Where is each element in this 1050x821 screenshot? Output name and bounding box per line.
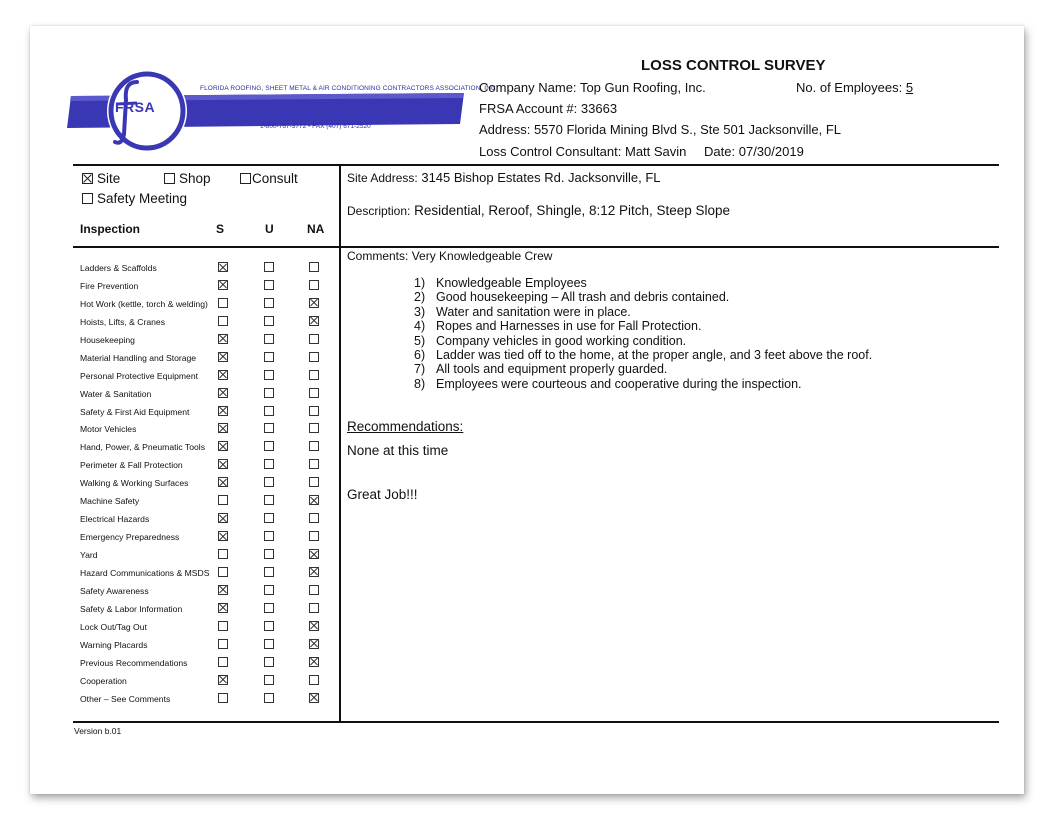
consult-checkbox[interactable] [240, 173, 251, 184]
rating-u-checkbox[interactable] [264, 406, 274, 416]
inspection-row [80, 495, 340, 513]
rating-u-checkbox[interactable] [264, 675, 274, 685]
company-value: Top Gun Roofing, Inc. [579, 80, 706, 95]
address-value: 5570 Florida Mining Blvd S., Ste 501 Jacksonville, FL [533, 122, 842, 137]
rating-u-checkbox[interactable] [264, 334, 274, 344]
inspection-item-label: Perimeter & Fall Protection [80, 460, 183, 471]
inspection-item-label: Machine Safety [80, 496, 140, 507]
comment-text: Water and sanitation were in place. [436, 304, 631, 319]
rating-u-checkbox[interactable] [264, 370, 274, 380]
comment-item [414, 362, 872, 376]
inspection-item-label: Fire Prevention [80, 280, 139, 291]
site-checkbox[interactable] [82, 173, 93, 184]
site-label: Site [97, 171, 121, 186]
rating-s-checkbox[interactable] [218, 621, 228, 631]
inspection-row [80, 441, 340, 459]
inspection-item-label: Safety Awareness [80, 585, 149, 596]
inspection-heading: Inspection [80, 222, 141, 236]
bottom-rule [73, 721, 999, 723]
comment-item [414, 334, 872, 348]
inspection-item-label: Hand, Power, & Pneumatic Tools [80, 442, 205, 453]
inspection-item-label: Hoists, Lifts, & Cranes [80, 316, 166, 327]
comment-text: Company vehicles in good working condition. [436, 333, 687, 348]
rating-s-checkbox[interactable] [218, 513, 228, 523]
consultant-line [479, 144, 804, 159]
logo-abbrev: FRSA [115, 99, 156, 115]
company-label: Company Name: [479, 80, 577, 95]
consult-label: Consult [252, 171, 298, 186]
rating-na-checkbox[interactable] [309, 693, 319, 703]
inspection-item-label: Emergency Preparedness [80, 532, 180, 543]
inspection-row [80, 639, 340, 657]
inspection-item-label: Electrical Hazards [80, 514, 150, 525]
inspection-row [80, 298, 340, 316]
survey-sheet [30, 26, 1024, 794]
rating-u-checkbox[interactable] [264, 388, 274, 398]
rating-na-checkbox[interactable] [309, 675, 319, 685]
comments-label: Comments: [347, 249, 409, 263]
rating-u-checkbox[interactable] [264, 567, 274, 577]
rating-s-checkbox[interactable] [218, 639, 228, 649]
rating-u-checkbox[interactable] [264, 262, 274, 272]
comments-summary: Very Knowledgeable Crew [411, 249, 553, 263]
rating-u-checkbox[interactable] [264, 621, 274, 631]
comment-number: 8) [414, 376, 426, 391]
inspection-row [80, 352, 340, 370]
visit-shop[interactable] [164, 171, 211, 186]
inspection-item-label: Personal Protective Equipment [80, 370, 198, 381]
rating-u-checkbox[interactable] [264, 639, 274, 649]
rating-s-checkbox[interactable] [218, 585, 228, 595]
rating-u-checkbox[interactable] [264, 549, 274, 559]
rating-u-checkbox[interactable] [264, 352, 274, 362]
inspection-row [80, 567, 340, 585]
rating-na-checkbox[interactable] [309, 639, 319, 649]
inspection-row [80, 370, 340, 388]
company-line [479, 80, 706, 95]
rating-na-checkbox[interactable] [309, 603, 319, 613]
comment-text: All tools and equipment properly guarded. [436, 362, 668, 377]
version-label: Version b.01 [74, 726, 122, 736]
rating-s-checkbox[interactable] [218, 531, 228, 541]
rating-s-checkbox[interactable] [218, 423, 228, 433]
inspection-item-label: Yard [80, 550, 98, 560]
description-line [347, 203, 730, 218]
col-na-heading: NA [307, 222, 325, 236]
top-rule [73, 164, 999, 166]
rating-na-checkbox[interactable] [309, 388, 319, 398]
inspection-row [80, 477, 340, 495]
rating-na-checkbox[interactable] [309, 495, 319, 505]
shop-checkbox[interactable] [164, 173, 175, 184]
safety-meeting-checkbox[interactable] [82, 193, 93, 204]
rating-s-checkbox[interactable] [218, 603, 228, 613]
inspection-item-label: Material Handling and Storage [80, 352, 197, 363]
rating-s-checkbox[interactable] [218, 352, 228, 362]
rating-na-checkbox[interactable] [309, 441, 319, 451]
comment-number: 5) [414, 333, 426, 348]
employees-label: No. of Employees: [796, 80, 903, 95]
inspection-item-label: Safety & First Aid Equipment [80, 406, 190, 417]
rating-u-checkbox[interactable] [264, 657, 274, 667]
inspection-row [80, 693, 340, 711]
inspection-item-label: Previous Recommendations [80, 657, 188, 668]
visit-safety-meeting[interactable] [82, 191, 187, 206]
rating-u-checkbox[interactable] [264, 531, 274, 541]
rating-s-checkbox[interactable] [218, 693, 228, 703]
inspection-item-label: Cooperation [80, 675, 127, 686]
rating-s-checkbox[interactable] [218, 388, 228, 398]
inspection-item-label: Other – See Comments [80, 693, 171, 704]
rating-s-checkbox[interactable] [218, 459, 228, 469]
employees-line [796, 80, 913, 95]
rating-s-checkbox[interactable] [218, 675, 228, 685]
recommendations-heading: Recommendations: [347, 419, 464, 434]
rating-na-checkbox[interactable] [309, 585, 319, 595]
date-label: Date: [704, 144, 736, 159]
comment-item [414, 305, 872, 319]
inspection-row [80, 585, 340, 603]
page-title: LOSS CONTROL SURVEY [641, 57, 826, 74]
inspection-item-label: Hazard Communications & MSDS [80, 567, 210, 578]
site-address-line [347, 170, 661, 185]
comment-text: Ladder was tied off to the home, at the proper angle, and 3 feet above the roof. [436, 348, 873, 363]
inspection-row [80, 316, 340, 334]
comment-item [414, 290, 872, 304]
rating-s-checkbox[interactable] [218, 334, 228, 344]
rating-na-checkbox[interactable] [309, 298, 319, 308]
account-line [479, 101, 617, 116]
col-u-heading: U [265, 222, 274, 236]
rating-na-checkbox[interactable] [309, 549, 319, 559]
fund-name: SELF INSURERS FUND [272, 138, 466, 157]
rating-u-checkbox[interactable] [264, 477, 274, 487]
visit-site[interactable] [82, 171, 120, 186]
rating-na-checkbox[interactable] [309, 406, 319, 416]
rating-na-checkbox[interactable] [309, 280, 319, 290]
rating-s-checkbox[interactable] [218, 441, 228, 451]
inspection-item-label: Housekeeping [80, 334, 135, 345]
inspection-item-label: Warning Placards [80, 639, 148, 650]
rating-u-checkbox[interactable] [264, 603, 274, 613]
address-line [479, 122, 841, 137]
address-label: Address: [479, 122, 531, 137]
inspection-row [80, 406, 340, 424]
inspection-row [80, 280, 340, 298]
rating-na-checkbox[interactable] [309, 459, 319, 469]
rating-s-checkbox[interactable] [218, 298, 228, 308]
account-value: 33663 [580, 101, 618, 116]
rating-u-checkbox[interactable] [264, 316, 274, 326]
inspection-item-label: Hot Work (kettle, torch & welding) [80, 298, 208, 309]
rating-s-checkbox[interactable] [218, 567, 228, 577]
comments-line [347, 249, 552, 263]
comment-text: Good housekeeping – All trash and debris contained. [436, 290, 730, 305]
association-name: FLORIDA ROOFING, SHEET METAL & AIR CONDITIONING CONTRACTORS ASSOCIATION, INC. [200, 85, 498, 92]
safety-meeting-label: Safety Meeting [97, 191, 188, 206]
comment-item [414, 276, 872, 290]
rating-u-checkbox[interactable] [264, 423, 274, 433]
comment-text: Ropes and Harnesses in use for Fall Protection. [436, 319, 702, 334]
rating-s-checkbox[interactable] [218, 370, 228, 380]
rating-na-checkbox[interactable] [309, 334, 319, 344]
comment-number: 4) [414, 319, 426, 334]
account-label: FRSA Account #: [479, 101, 578, 116]
date-value: 07/30/2019 [738, 144, 804, 159]
comment-number: 1) [414, 276, 426, 290]
inspection-row [80, 531, 340, 549]
inspection-item-label: Walking & Working Surfaces [80, 478, 189, 489]
employees-value: 5 [905, 80, 914, 95]
comment-text: Employees were courteous and cooperative during the inspection. [436, 376, 802, 391]
rating-u-checkbox[interactable] [264, 693, 274, 703]
description-value: Residential, Reroof, Shingle, 8:12 Pitch, Steep Slope [414, 203, 731, 218]
rating-s-checkbox[interactable] [218, 406, 228, 416]
inspection-row [80, 603, 340, 621]
comment-text: Knowledgeable Employees [436, 276, 587, 290]
rating-na-checkbox[interactable] [309, 352, 319, 362]
comment-item [414, 348, 872, 362]
rating-na-checkbox[interactable] [309, 531, 319, 541]
comment-number: 2) [414, 290, 426, 305]
inspection-item-label: Lock Out/Tag Out [80, 621, 147, 632]
mid-rule [73, 246, 999, 248]
closing-remark: Great Job!!! [347, 487, 418, 502]
rating-na-checkbox[interactable] [309, 477, 319, 487]
comment-number: 6) [414, 348, 426, 363]
rating-u-checkbox[interactable] [264, 298, 274, 308]
rating-u-checkbox[interactable] [264, 513, 274, 523]
site-address-value: 3145 Bishop Estates Rd. Jacksonville, FL [421, 170, 661, 185]
visit-consult[interactable] [240, 171, 298, 186]
rating-na-checkbox[interactable] [309, 567, 319, 577]
inspection-row [80, 621, 340, 639]
inspection-item-label: Water & Sanitation [80, 388, 152, 399]
rating-na-checkbox[interactable] [309, 621, 319, 631]
rating-na-checkbox[interactable] [309, 370, 319, 380]
rating-s-checkbox[interactable] [218, 477, 228, 487]
logo-phone: 1-800-767-3772 • FAX (407) 671-2520 [260, 123, 371, 130]
consultant-label: Loss Control Consultant: [479, 144, 622, 159]
rating-na-checkbox[interactable] [309, 513, 319, 523]
rating-u-checkbox[interactable] [264, 459, 274, 469]
comment-number: 3) [414, 304, 426, 319]
inspection-list [80, 262, 340, 710]
inspection-row [80, 388, 340, 406]
rating-u-checkbox[interactable] [264, 585, 274, 595]
comments-list [414, 276, 872, 391]
rating-na-checkbox[interactable] [309, 657, 319, 667]
rating-s-checkbox[interactable] [218, 280, 228, 290]
rating-na-checkbox[interactable] [309, 423, 319, 433]
rating-s-checkbox[interactable] [218, 316, 228, 326]
rating-u-checkbox[interactable] [264, 495, 274, 505]
rating-na-checkbox[interactable] [309, 262, 319, 272]
inspection-item-label: Motor Vehicles [80, 424, 137, 435]
rating-s-checkbox[interactable] [218, 495, 228, 505]
recommendations-text: None at this time [347, 443, 449, 458]
comment-number: 7) [414, 362, 426, 377]
inspection-item-label: Safety & Labor Information [80, 603, 183, 614]
site-address-label: Site Address: [347, 171, 418, 185]
rating-u-checkbox[interactable] [264, 441, 274, 451]
inspection-row [80, 675, 340, 693]
inspection-row [80, 459, 340, 477]
rating-na-checkbox[interactable] [309, 316, 319, 326]
inspection-row [80, 549, 340, 567]
inspection-row [80, 262, 340, 280]
inspection-item-label: Ladders & Scaffolds [80, 263, 157, 273]
shop-label: Shop [179, 171, 211, 186]
rating-u-checkbox[interactable] [264, 280, 274, 290]
rating-s-checkbox[interactable] [218, 657, 228, 667]
inspection-row [80, 513, 340, 531]
col-s-heading: S [216, 222, 225, 236]
inspection-row [80, 423, 340, 441]
inspection-row [80, 657, 340, 675]
comment-item [414, 377, 872, 391]
consultant-value: Matt Savin [624, 144, 687, 159]
rating-s-checkbox[interactable] [218, 549, 228, 559]
inspection-row [80, 334, 340, 352]
rating-s-checkbox[interactable] [218, 262, 228, 272]
description-label: Description: [347, 204, 411, 218]
comment-item [414, 319, 872, 333]
